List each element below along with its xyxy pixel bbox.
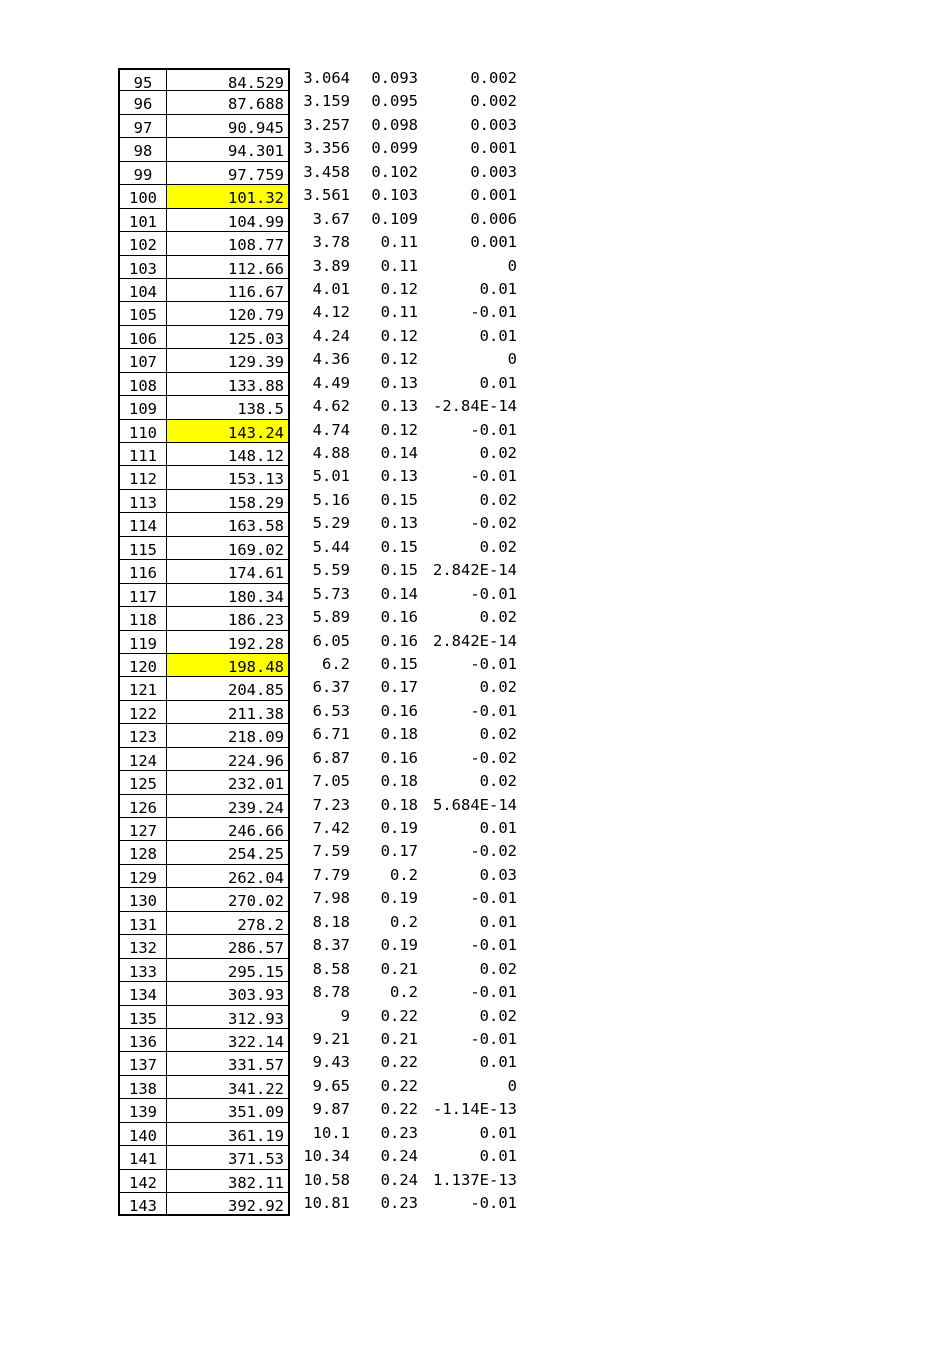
table-row [118,209,538,232]
value-cell-highlighted[interactable]: 143.24 [167,420,290,443]
column-b-cell[interactable]: 0.13 [380,467,418,486]
table-row [118,443,538,466]
table-row [118,982,538,1005]
value-cell[interactable]: 295.15 [167,959,290,982]
value-cell[interactable]: 153.13 [167,466,290,489]
column-a-cell[interactable]: 8.37 [312,936,350,955]
value-cell[interactable]: 108.77 [167,232,290,255]
column-c-cell[interactable]: 0.002 [470,69,517,87]
value-cell[interactable]: 312.93 [167,1006,290,1029]
table-row [118,724,538,747]
column-b-cell[interactable]: 0.22 [380,1076,418,1095]
table-row [118,302,538,325]
spreadsheet-table [118,68,538,1216]
value-cell[interactable]: 278.2 [167,912,290,935]
column-a-cell[interactable]: 3.356 [303,139,350,158]
column-a-cell[interactable]: 8.18 [312,912,350,931]
column-a-cell[interactable]: 4.01 [312,279,350,298]
column-a-cell[interactable]: 4.12 [312,303,350,322]
column-c-cell[interactable]: 0.02 [479,490,517,509]
table-row [118,1052,538,1075]
table-row [118,888,538,911]
column-a-cell[interactable]: 4.88 [312,444,350,462]
column-b-cell[interactable]: 0.2 [390,865,418,884]
column-c-cell[interactable]: 0.02 [479,1006,517,1025]
column-b-cell[interactable]: 0.109 [371,209,418,228]
column-c-cell[interactable]: 0.02 [479,725,517,744]
column-a-cell[interactable]: 3.257 [303,115,350,134]
table-row [118,349,538,372]
column-c-cell[interactable]: -0.02 [470,748,517,767]
column-a-cell[interactable]: 9 [340,1006,350,1025]
row-index-cell[interactable]: 133 [118,959,167,982]
column-b-cell[interactable]: 0.12 [380,350,418,369]
table-row [118,771,538,794]
column-b-cell[interactable]: 0.15 [380,537,418,556]
row-index-cell[interactable]: 105 [118,302,167,325]
column-a-cell[interactable]: 5.29 [312,514,350,533]
column-c-cell[interactable]: -0.01 [470,467,517,486]
row-index-cell[interactable]: 122 [118,701,167,724]
value-cell[interactable]: 262.04 [167,865,290,888]
value-cell[interactable]: 232.01 [167,771,290,794]
column-a-cell[interactable]: 7.59 [312,842,350,861]
row-index-cell[interactable]: 126 [118,795,167,818]
table-row [118,466,538,489]
column-b-cell[interactable]: 0.17 [380,842,418,861]
column-b-cell[interactable]: 0.24 [380,1147,418,1166]
table-row [118,279,538,302]
column-b-cell[interactable]: 0.23 [380,1194,418,1212]
column-c-cell[interactable]: 0.03 [479,865,517,884]
column-b-cell[interactable]: 0.13 [380,397,418,416]
column-a-cell[interactable]: 7.42 [312,819,350,837]
column-c-cell[interactable]: 0.02 [479,537,517,556]
column-a-cell[interactable]: 6.87 [312,748,350,767]
table-row [118,841,538,864]
column-b-cell[interactable]: 0.102 [371,162,418,181]
column-a-cell[interactable]: 6.37 [312,678,350,697]
table-row [118,162,538,185]
column-b-cell[interactable]: 0.098 [371,115,418,134]
table-row [118,1170,538,1193]
column-b-cell[interactable]: 0.12 [380,326,418,345]
row-index-cell[interactable]: 139 [118,1099,167,1122]
column-b-cell[interactable]: 0.103 [371,186,418,205]
value-cell[interactable]: 120.79 [167,302,290,325]
row-index-cell[interactable]: 135 [118,1006,167,1029]
column-a-cell[interactable]: 3.89 [312,256,350,275]
row-index-cell[interactable]: 141 [118,1146,167,1169]
row-index-cell[interactable]: 111 [118,443,167,466]
value-cell[interactable]: 116.67 [167,279,290,302]
value-cell[interactable]: 341.22 [167,1076,290,1099]
column-b-cell[interactable]: 0.19 [380,889,418,908]
row-index-cell[interactable]: 110 [118,420,167,443]
column-c-cell[interactable]: 0.001 [470,233,517,252]
column-a-cell[interactable]: 4.74 [312,420,350,439]
value-cell[interactable]: 163.58 [167,513,290,536]
table-row [118,1146,538,1169]
value-cell[interactable]: 286.57 [167,935,290,958]
column-a-cell[interactable]: 9.21 [312,1029,350,1048]
column-b-cell[interactable]: 0.12 [380,279,418,298]
table-row [118,115,538,138]
row-index-cell[interactable]: 99 [118,162,167,185]
row-index-cell[interactable]: 96 [118,91,167,114]
column-c-cell[interactable]: 0.01 [479,1123,517,1142]
row-index-cell[interactable]: 98 [118,138,167,161]
table-row [118,959,538,982]
row-index-cell[interactable]: 138 [118,1076,167,1099]
row-index-cell[interactable]: 136 [118,1029,167,1052]
column-c-cell[interactable]: 0.02 [479,772,517,791]
column-c-cell[interactable]: -0.01 [470,654,517,673]
column-b-cell[interactable]: 0.15 [380,561,418,580]
value-cell[interactable]: 129.39 [167,349,290,372]
table-row [118,420,538,443]
column-b-cell[interactable]: 0.17 [380,678,418,697]
column-b-cell[interactable]: 0.21 [380,959,418,978]
column-b-cell[interactable]: 0.095 [371,92,418,111]
column-c-cell[interactable]: 0.01 [479,912,517,931]
value-cell[interactable]: 112.66 [167,256,290,279]
column-a-cell[interactable]: 3.561 [303,186,350,205]
table-row [118,185,538,208]
column-a-cell[interactable]: 3.67 [312,209,350,228]
column-c-cell[interactable]: 0.001 [470,139,517,158]
value-cell[interactable]: 331.57 [167,1052,290,1075]
value-cell[interactable]: 322.14 [167,1029,290,1052]
value-cell[interactable]: 239.24 [167,795,290,818]
value-cell[interactable]: 84.529 [167,68,290,91]
column-a-cell[interactable]: 6.71 [312,725,350,744]
column-b-cell[interactable]: 0.23 [380,1123,418,1142]
row-index-cell[interactable]: 119 [118,631,167,654]
column-c-cell[interactable]: -0.01 [470,983,517,1002]
column-c-cell[interactable]: 0.02 [479,608,517,627]
value-cell[interactable]: 211.38 [167,701,290,724]
row-index-cell[interactable]: 120 [118,654,167,677]
row-index-cell[interactable]: 108 [118,373,167,396]
row-index-cell[interactable]: 104 [118,279,167,302]
column-a-cell[interactable]: 10.1 [312,1123,350,1142]
column-a-cell[interactable]: 3.064 [303,69,350,87]
value-cell[interactable]: 246.66 [167,818,290,841]
column-c-cell[interactable]: -0.01 [470,889,517,908]
column-a-cell[interactable]: 9.87 [312,1100,350,1119]
table-row [118,654,538,677]
value-cell[interactable]: 94.301 [167,138,290,161]
column-a-cell[interactable]: 7.05 [312,772,350,791]
table-row [118,607,538,630]
column-c-cell[interactable]: 0.02 [479,678,517,697]
column-a-cell[interactable]: 7.98 [312,889,350,908]
column-c-cell[interactable]: 0.01 [479,1147,517,1166]
column-c-cell[interactable]: 0.002 [470,92,517,111]
column-c-cell[interactable]: 2.842E-14 [433,561,517,580]
table-row [118,373,538,396]
value-cell[interactable]: 303.93 [167,982,290,1005]
column-c-cell[interactable]: 0.02 [479,959,517,978]
table-row [118,912,538,935]
column-c-cell[interactable]: -0.02 [470,842,517,861]
table-row [118,631,538,654]
row-index-cell[interactable]: 123 [118,724,167,747]
row-index-cell[interactable]: 127 [118,818,167,841]
column-b-cell[interactable]: 0.2 [390,912,418,931]
row-index-cell[interactable]: 95 [118,68,167,91]
table-row [118,1029,538,1052]
column-a-cell[interactable]: 4.24 [312,326,350,345]
row-index-cell[interactable]: 132 [118,935,167,958]
column-a-cell[interactable]: 5.73 [312,584,350,603]
column-a-cell[interactable]: 3.458 [303,162,350,181]
column-a-cell[interactable]: 7.79 [312,865,350,884]
column-b-cell[interactable]: 0.24 [380,1170,418,1189]
row-index-cell[interactable]: 143 [118,1193,167,1216]
value-cell-highlighted[interactable]: 198.48 [167,654,290,677]
column-c-cell[interactable]: -0.01 [470,1194,517,1212]
column-c-cell[interactable]: 0.02 [479,444,517,462]
row-index-cell[interactable]: 134 [118,982,167,1005]
table-row [118,537,538,560]
column-c-cell[interactable]: -2.84E-14 [433,397,517,416]
column-b-cell[interactable]: 0.12 [380,420,418,439]
column-b-cell[interactable]: 0.16 [380,608,418,627]
column-b-cell[interactable]: 0.14 [380,444,418,462]
table-row [118,1193,538,1216]
row-index-cell[interactable]: 137 [118,1052,167,1075]
column-b-cell[interactable]: 0.13 [380,373,418,392]
row-index-cell[interactable]: 124 [118,748,167,771]
column-a-cell[interactable]: 3.159 [303,92,350,111]
value-cell[interactable]: 97.759 [167,162,290,185]
table-row [118,256,538,279]
value-cell[interactable]: 254.25 [167,841,290,864]
row-index-cell[interactable]: 109 [118,396,167,419]
column-a-cell[interactable]: 7.23 [312,795,350,814]
column-a-cell[interactable]: 5.59 [312,561,350,580]
column-c-cell[interactable]: 0.01 [479,819,517,837]
column-c-cell[interactable]: 1.137E-13 [433,1170,517,1189]
column-c-cell[interactable]: 0.006 [470,209,517,228]
column-c-cell[interactable]: 0.001 [470,186,517,205]
table-row [118,1099,538,1122]
row-index-cell[interactable]: 128 [118,841,167,864]
column-c-cell[interactable]: 0 [507,1076,517,1095]
value-cell[interactable]: 158.29 [167,490,290,513]
row-index-cell[interactable]: 129 [118,865,167,888]
row-index-cell[interactable]: 117 [118,584,167,607]
column-c-cell[interactable]: 0.003 [470,115,517,134]
table-row [118,232,538,255]
column-b-cell[interactable]: 0.11 [380,256,418,275]
table-row [118,560,538,583]
value-cell[interactable]: 87.688 [167,91,290,114]
column-b-cell[interactable]: 0.093 [371,69,418,87]
column-b-cell[interactable]: 0.21 [380,1029,418,1048]
column-b-cell[interactable]: 0.14 [380,584,418,603]
value-cell[interactable]: 186.23 [167,607,290,630]
column-c-cell[interactable]: -0.01 [470,584,517,603]
value-cell[interactable]: 218.09 [167,724,290,747]
value-cell[interactable]: 361.19 [167,1123,290,1146]
row-index-cell[interactable]: 121 [118,677,167,700]
table-row [118,701,538,724]
column-a-cell[interactable]: 10.58 [303,1170,350,1189]
value-cell[interactable]: 224.96 [167,748,290,771]
column-b-cell[interactable]: 0.2 [390,983,418,1002]
row-index-cell[interactable]: 118 [118,607,167,630]
column-b-cell[interactable]: 0.16 [380,748,418,767]
column-a-cell[interactable]: 9.43 [312,1053,350,1072]
value-cell[interactable]: 204.85 [167,677,290,700]
column-a-cell[interactable]: 6.2 [322,654,350,673]
column-b-cell[interactable]: 0.22 [380,1100,418,1119]
column-a-cell[interactable]: 10.81 [303,1194,350,1212]
column-c-cell[interactable]: 0.003 [470,162,517,181]
column-c-cell[interactable]: 0 [507,350,517,369]
column-c-cell[interactable]: -0.01 [470,1029,517,1048]
column-b-cell[interactable]: 0.16 [380,701,418,720]
column-a-cell[interactable]: 4.49 [312,373,350,392]
row-index-cell[interactable]: 101 [118,209,167,232]
column-a-cell[interactable]: 8.78 [312,983,350,1002]
column-c-cell[interactable]: -0.01 [470,420,517,439]
table-row [118,1076,538,1099]
row-index-cell[interactable]: 125 [118,771,167,794]
column-b-cell[interactable]: 0.16 [380,631,418,650]
value-cell[interactable]: 148.12 [167,443,290,466]
row-index-cell[interactable]: 140 [118,1123,167,1146]
column-b-cell[interactable]: 0.18 [380,795,418,814]
column-c-cell[interactable]: 0.01 [479,373,517,392]
column-c-cell[interactable]: 0.01 [479,1053,517,1072]
column-b-cell[interactable]: 0.11 [380,303,418,322]
column-c-cell[interactable]: -0.01 [470,701,517,720]
value-cell[interactable]: 169.02 [167,537,290,560]
column-b-cell[interactable]: 0.099 [371,139,418,158]
table-row [118,584,538,607]
row-index-cell[interactable]: 107 [118,349,167,372]
column-b-cell[interactable]: 0.22 [380,1053,418,1072]
value-cell[interactable]: 351.09 [167,1099,290,1122]
value-cell[interactable]: 174.61 [167,560,290,583]
column-c-cell[interactable]: 5.684E-14 [433,795,517,814]
row-index-cell[interactable]: 142 [118,1170,167,1193]
value-cell[interactable]: 371.53 [167,1146,290,1169]
value-cell[interactable]: 133.88 [167,373,290,396]
table-row [118,396,538,419]
column-c-cell[interactable]: -0.02 [470,514,517,533]
column-a-cell[interactable]: 4.36 [312,350,350,369]
table-row [118,865,538,888]
column-b-cell[interactable]: 0.13 [380,514,418,533]
column-a-cell[interactable]: 9.65 [312,1076,350,1095]
column-c-cell[interactable]: -0.01 [470,936,517,955]
column-b-cell[interactable]: 0.18 [380,772,418,791]
column-c-cell[interactable]: -1.14E-13 [433,1100,517,1119]
value-cell-highlighted[interactable]: 101.32 [167,185,290,208]
table-row [118,1123,538,1146]
table-row [118,513,538,536]
value-cell[interactable]: 138.5 [167,396,290,419]
row-index-cell[interactable]: 112 [118,466,167,489]
row-index-cell[interactable]: 114 [118,513,167,536]
table-row [118,677,538,700]
table-row [118,818,538,841]
value-cell[interactable]: 104.99 [167,209,290,232]
column-b-cell[interactable]: 0.22 [380,1006,418,1025]
column-c-cell[interactable]: -0.01 [470,303,517,322]
column-b-cell[interactable]: 0.15 [380,654,418,673]
value-cell[interactable]: 270.02 [167,888,290,911]
row-index-cell[interactable]: 130 [118,888,167,911]
value-cell[interactable]: 192.28 [167,631,290,654]
row-index-cell[interactable]: 102 [118,232,167,255]
column-a-cell[interactable]: 5.01 [312,467,350,486]
table-row [118,138,538,161]
column-b-cell[interactable]: 0.11 [380,233,418,252]
value-cell[interactable]: 382.11 [167,1170,290,1193]
row-index-cell[interactable]: 100 [118,185,167,208]
column-a-cell[interactable]: 5.16 [312,490,350,509]
row-index-cell[interactable]: 103 [118,256,167,279]
column-a-cell[interactable]: 6.05 [312,631,350,650]
table-row [118,91,538,114]
row-index-cell[interactable]: 113 [118,490,167,513]
column-b-cell[interactable]: 0.19 [380,936,418,955]
table-row [118,795,538,818]
row-index-cell[interactable]: 97 [118,115,167,138]
column-a-cell[interactable]: 4.62 [312,397,350,416]
value-cell[interactable]: 125.03 [167,326,290,349]
table-row [118,326,538,349]
column-b-cell[interactable]: 0.19 [380,819,418,837]
column-a-cell[interactable]: 3.78 [312,233,350,252]
table-row [118,935,538,958]
column-c-cell[interactable]: 0 [507,256,517,275]
row-index-cell[interactable]: 106 [118,326,167,349]
value-cell[interactable]: 90.945 [167,115,290,138]
column-a-cell[interactable]: 8.58 [312,959,350,978]
table-row [118,748,538,771]
column-b-cell[interactable]: 0.18 [380,725,418,744]
value-cell[interactable]: 180.34 [167,584,290,607]
column-b-cell[interactable]: 0.15 [380,490,418,509]
column-c-cell[interactable]: 2.842E-14 [433,631,517,650]
table-row [118,68,538,91]
column-a-cell[interactable]: 5.89 [312,608,350,627]
column-c-cell[interactable]: 0.01 [479,279,517,298]
table-row [118,1006,538,1029]
row-index-cell[interactable]: 115 [118,537,167,560]
column-a-cell[interactable]: 6.53 [312,701,350,720]
row-index-cell[interactable]: 131 [118,912,167,935]
value-cell[interactable]: 392.92 [167,1193,290,1216]
column-a-cell[interactable]: 10.34 [303,1147,350,1166]
table-row [118,490,538,513]
row-index-cell[interactable]: 116 [118,560,167,583]
column-a-cell[interactable]: 5.44 [312,537,350,556]
column-c-cell[interactable]: 0.01 [479,326,517,345]
